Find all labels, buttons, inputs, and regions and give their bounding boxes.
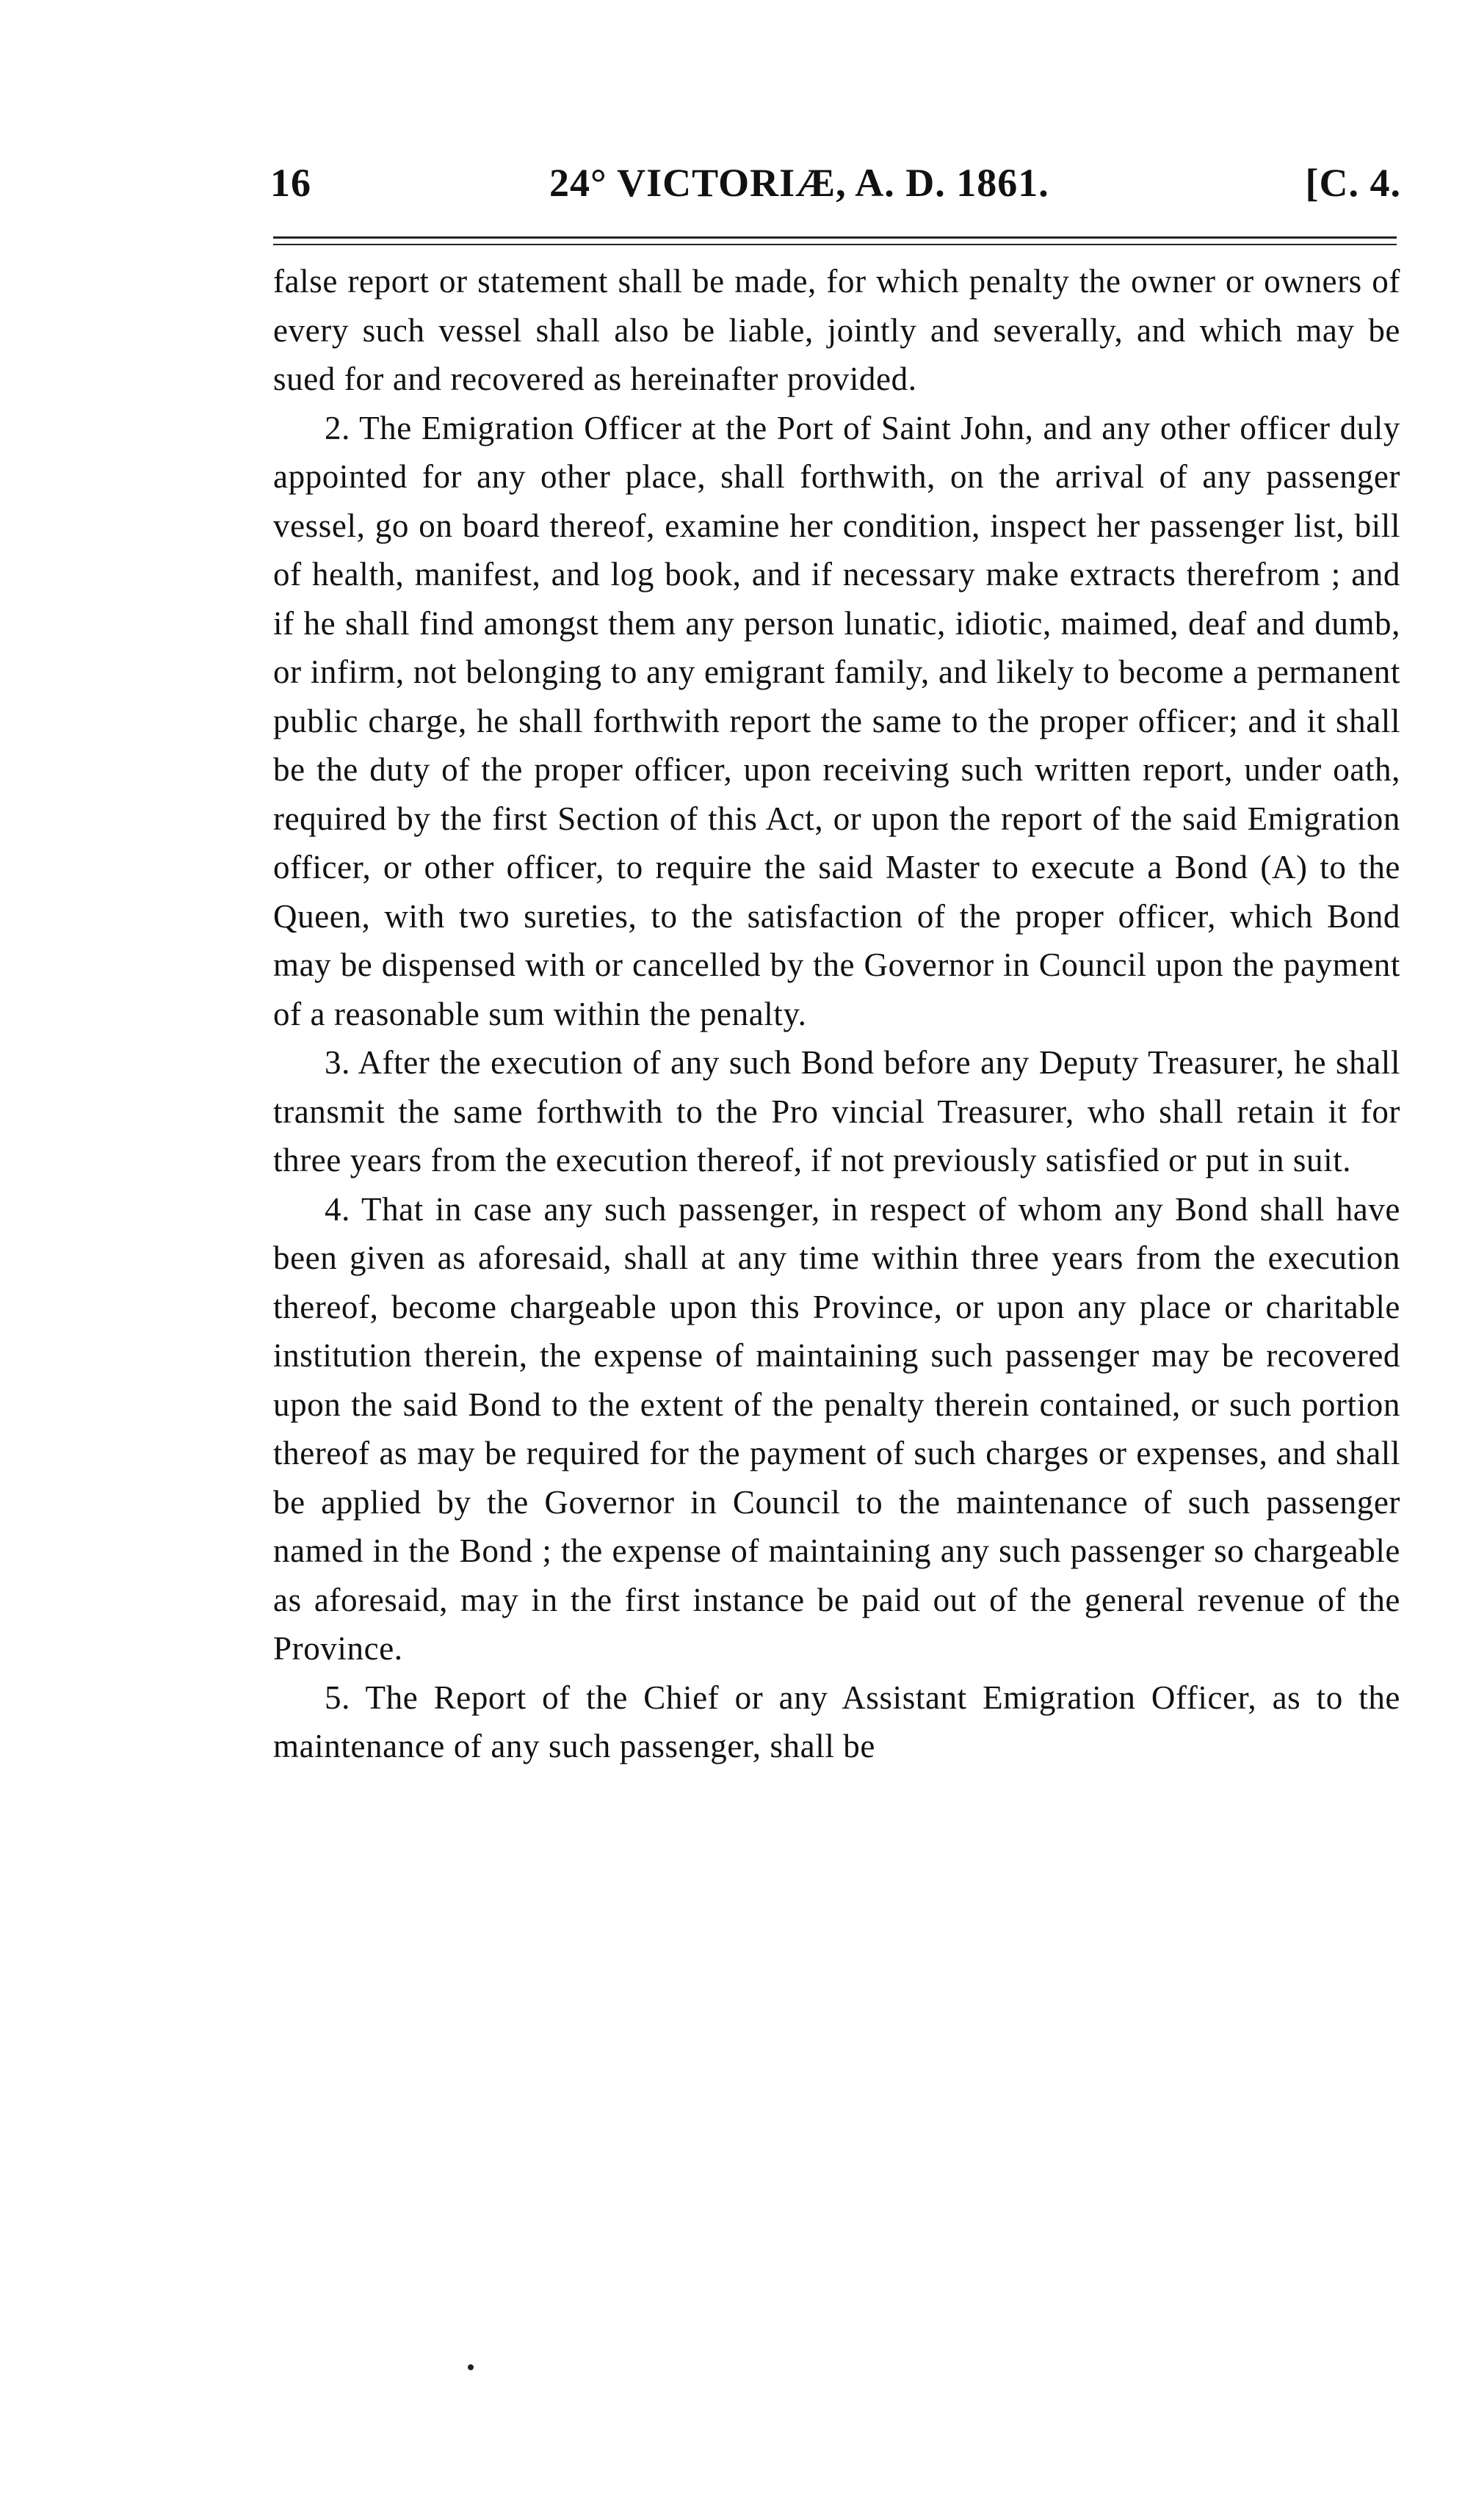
page-number: 16 <box>270 161 311 205</box>
chapter-reference: [C. 4. <box>1305 161 1401 205</box>
body-text <box>273 257 1400 1771</box>
paragraph-section-4: 4. That in case any such passenger, in respect of whom any Bond shall have been given as aforesaid, shall at any time within three years from the execution thereof, become chargeable upon this Province, or upon any place or charitable institution therein, the expense of maintaining such passenger may be recovered upon the said Bond to the extent of the penalty therein contained, or such portion thereof as may be required for the payment of such charges or expenses, and shall be applied by the Governor in Council to the maintenance of such passenger named in the Bond ; the expense of maintaining any such passenger so chargeable as aforesaid, may in the first instance be paid out of the general revenue of the Province. <box>273 1190 1400 1667</box>
running-head <box>270 160 1401 219</box>
paragraph-continued: false report or statement shall be made, for which penalty the owner or owners of every such vessel shall also be liable, jointly and severally, and which may be sued for and recovered as hereinafter provided. <box>273 263 1400 397</box>
header-rule-bottom <box>273 244 1397 245</box>
header-rule-top <box>273 236 1397 239</box>
paragraph-section-3: 3. After the execution of any such Bond before any Deputy Treasurer, he shall transmit the same forthwith to the Pro vincial Treasurer, who shall retain it for three years from the execution thereof, if not previously satisfied or put in suit. <box>273 1044 1400 1178</box>
page-mark <box>468 2364 474 2370</box>
paragraph-section-2: 2. The Emigration Officer at the Port of Saint John, and any other officer duly appointed for any other place, shall forthwith, on the arrival of any passenger vessel, go on board thereof, examine her condition, inspect her passenger list, bill of health, manifest, and log book, and if necessary make extracts therefrom ; and if he shall find amongst them any person lunatic, idiotic, maimed, deaf and dumb, or infirm, not belonging to any emigrant family, and likely to become a permanent public charge, he shall forthwith report the same to the proper officer; and it shall be the duty of the proper officer, upon receiving such written report, under oath, required by the first Section of this Act, or upon the report of the said Emigration officer, or other officer, to require the said Master to execute a Bond (A) to the Queen, with two sureties, to the satisfaction of the proper officer, which Bond may be dispensed with or cancelled by the Governor in Council upon the payment of a reasonable sum within the penalty. <box>273 409 1400 1032</box>
paragraph-section-5: 5. The Report of the Chief or any Assistant Emigration Officer, as to the maintenance of any such passenger, shall be <box>273 1679 1400 1764</box>
running-title: 24° VICTORIÆ, A. D. 1861. <box>549 161 1049 205</box>
